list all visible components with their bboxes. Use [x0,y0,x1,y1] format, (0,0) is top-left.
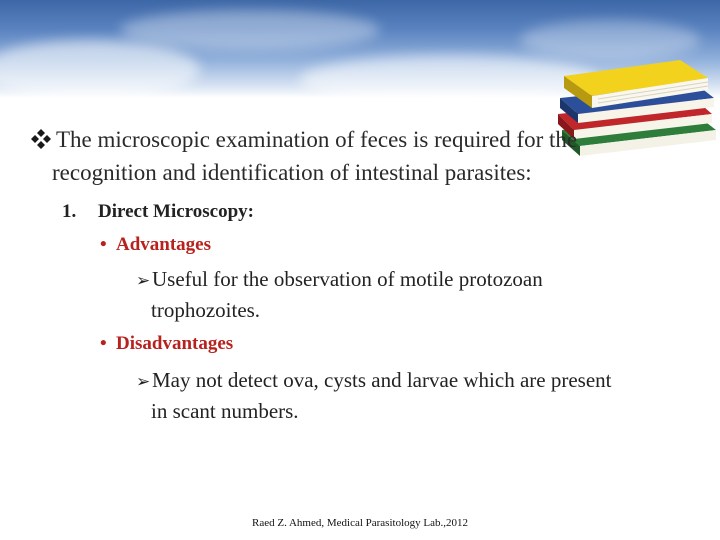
diamond-cluster-icon [30,128,52,150]
arrow-right-icon: ➢ [136,271,151,290]
advantage-text-line-2: trophozoites. [151,298,261,322]
intro-text-line-1: The microscopic examination of feces is required for the [56,127,578,152]
disadvantage-text-line-1 [136,366,612,396]
advantages-item [100,231,211,259]
bullet-dot-icon: • [100,333,107,354]
advantages-label: Advantages [116,234,212,255]
intro-text-line-2: recognition and identification of intestinal parasites: [52,160,532,185]
slide-footer: Raed Z. Ahmed, Medical Parasitology Lab.,2012 [252,517,468,529]
section-number: 1. [62,201,77,222]
disadvantages-label: Disadvantages [116,333,234,354]
advantage-text: Useful for the observation of motile protozoan [152,267,543,291]
advantage-text-line-1 [136,265,543,295]
arrow-right-icon: ➢ [136,372,151,391]
disadvantage-text: May not detect ova, cysts and larvae which are present [152,368,612,392]
bullet-dot-icon: • [100,234,107,255]
disadvantage-text-line-2: in scant numbers. [151,399,299,423]
section-heading [62,198,254,226]
section-title: Direct Microscopy: [98,201,254,222]
disadvantages-item [100,330,233,358]
